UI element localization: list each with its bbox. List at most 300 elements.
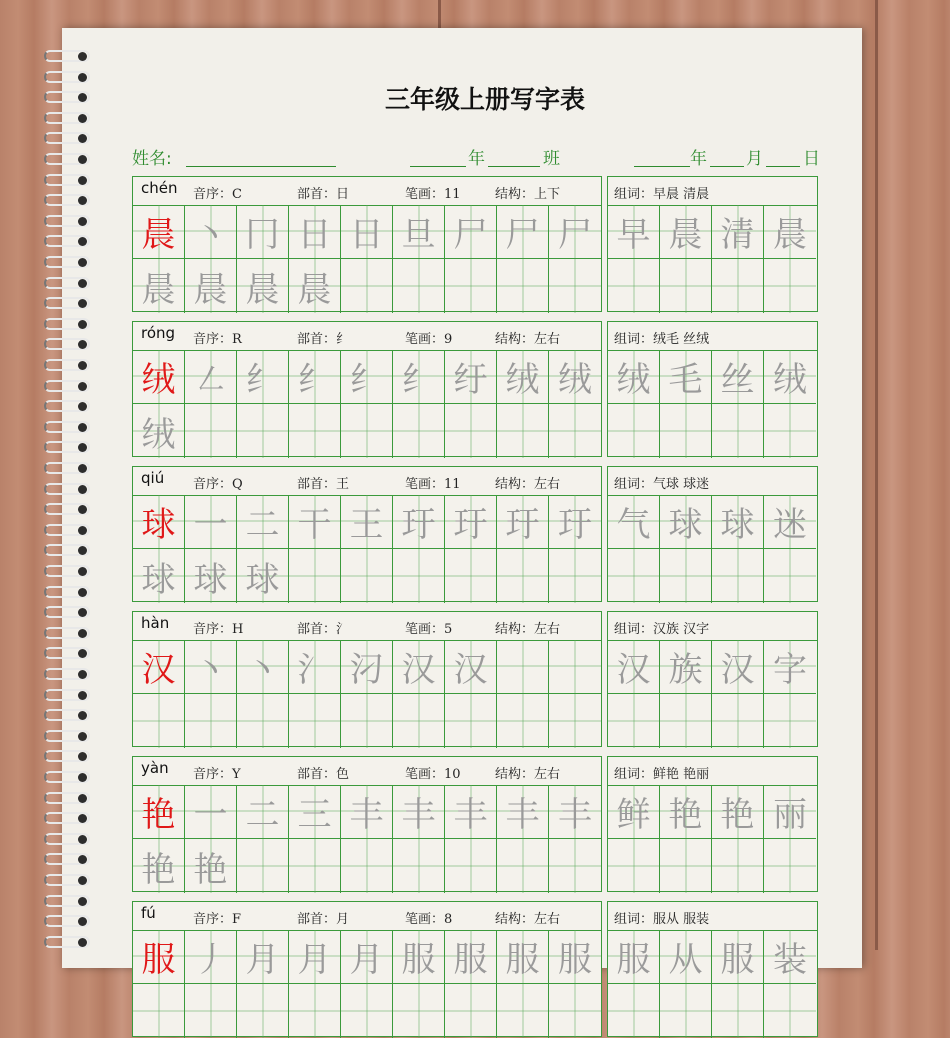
- word-cell[interactable]: [712, 404, 764, 458]
- binding-hole: [78, 279, 87, 288]
- writing-cell[interactable]: [237, 930, 289, 984]
- stroke-order-character: 纟: [349, 360, 384, 400]
- stroke-order-character: 王: [349, 505, 384, 545]
- practice-grid: [132, 466, 602, 602]
- word-cell[interactable]: [764, 984, 816, 1038]
- writing-cell[interactable]: [393, 495, 445, 549]
- zuci-label: 组词：汉族 汉字: [614, 622, 710, 637]
- word-cell[interactable]: [764, 694, 816, 748]
- grade-blank[interactable]: [410, 166, 466, 167]
- binding-hole: [78, 217, 87, 226]
- writing-cell[interactable]: [237, 984, 289, 1038]
- writing-cell[interactable]: [445, 930, 497, 984]
- word-character: 丽: [773, 795, 807, 835]
- word-cell[interactable]: [608, 930, 660, 984]
- writing-cell[interactable]: [445, 984, 497, 1038]
- meta-jiegou: 结构：左右: [495, 477, 561, 492]
- writing-cell[interactable]: [341, 785, 393, 839]
- word-cell[interactable]: [660, 495, 712, 549]
- stroke-order-character: 一: [193, 505, 228, 545]
- grade-label: 年: [468, 149, 485, 169]
- binding-hole: [78, 670, 87, 679]
- target-character: 服: [141, 940, 176, 980]
- word-cell[interactable]: [712, 640, 764, 694]
- writing-cell[interactable]: [393, 785, 445, 839]
- writing-cell[interactable]: [549, 205, 601, 259]
- word-cell[interactable]: [712, 694, 764, 748]
- stroke-order-character: 丰: [505, 795, 540, 835]
- practice-grid: [132, 176, 602, 312]
- writing-cell[interactable]: [341, 839, 393, 893]
- entry-header: [133, 902, 601, 931]
- word-character: 早: [616, 215, 651, 255]
- writing-cell[interactable]: [497, 839, 549, 893]
- class-blank[interactable]: [488, 166, 540, 167]
- writing-cell[interactable]: [185, 495, 237, 549]
- word-cell[interactable]: [712, 205, 764, 259]
- word-cell[interactable]: [764, 930, 816, 984]
- word-cell[interactable]: [712, 549, 764, 603]
- meta-bushou: 部首：月: [297, 912, 350, 927]
- word-character: 毛: [668, 360, 703, 400]
- writing-cell[interactable]: [133, 495, 185, 549]
- meta-bihua: 笔画：11: [405, 187, 461, 202]
- word-grid: [607, 466, 818, 602]
- writing-cell[interactable]: [393, 694, 445, 748]
- word-cell[interactable]: [764, 549, 816, 603]
- writing-cell[interactable]: [341, 984, 393, 1038]
- meta-bihua: 笔画：9: [405, 332, 453, 347]
- word-cell[interactable]: [608, 549, 660, 603]
- stroke-order-character: 纟: [245, 360, 280, 400]
- meta-bushou: 部首：王: [297, 477, 350, 492]
- writing-cell[interactable]: [497, 404, 549, 458]
- writing-cell[interactable]: [549, 839, 601, 893]
- binding-hole: [78, 794, 87, 803]
- writing-cell[interactable]: [393, 984, 445, 1038]
- writing-cell[interactable]: [133, 640, 185, 694]
- writing-cell[interactable]: [445, 495, 497, 549]
- writing-cell[interactable]: [237, 549, 289, 603]
- binding-hole: [78, 485, 87, 494]
- stroke-order-character: 玗: [505, 505, 540, 545]
- stroke-order-character: 玗: [558, 505, 592, 545]
- word-cell[interactable]: [712, 350, 764, 404]
- stroke-order-character: 服: [558, 940, 592, 980]
- word-character: 鲜: [616, 795, 651, 835]
- writing-cell[interactable]: [237, 694, 289, 748]
- word-character: 服: [720, 940, 755, 980]
- stroke-order-character: 汉: [453, 650, 488, 690]
- day-blank[interactable]: [766, 166, 800, 167]
- writing-cell[interactable]: [185, 350, 237, 404]
- writing-cell[interactable]: [133, 549, 185, 603]
- writing-cell[interactable]: [445, 350, 497, 404]
- word-character: 绒: [616, 360, 651, 400]
- word-cell[interactable]: [608, 350, 660, 404]
- word-character: 球: [668, 505, 703, 545]
- entry-header: [133, 612, 601, 641]
- wood-seam: [875, 0, 878, 950]
- writing-cell[interactable]: [185, 205, 237, 259]
- binding-hole: [78, 361, 87, 370]
- word-cell[interactable]: [660, 205, 712, 259]
- meta-yinxu: 音序：Y: [193, 767, 241, 782]
- character-entry: [132, 466, 818, 602]
- meta-yinxu: 音序：F: [193, 912, 242, 927]
- writing-cell[interactable]: [185, 640, 237, 694]
- word-cell[interactable]: [608, 839, 660, 893]
- writing-cell[interactable]: [549, 549, 601, 603]
- word-cell[interactable]: [764, 640, 816, 694]
- meta-bushou: 部首：氵: [297, 622, 350, 637]
- writing-cell[interactable]: [185, 785, 237, 839]
- writing-cell[interactable]: [393, 259, 445, 313]
- writing-cell[interactable]: [549, 785, 601, 839]
- stroke-order-character: 干: [297, 505, 332, 545]
- writing-cell[interactable]: [393, 205, 445, 259]
- word-cell[interactable]: [712, 984, 764, 1038]
- word-grid: [607, 176, 818, 312]
- writing-cell[interactable]: [393, 640, 445, 694]
- word-cell[interactable]: [608, 495, 660, 549]
- word-grid: [607, 611, 818, 747]
- writing-cell[interactable]: [445, 404, 497, 458]
- writing-cell[interactable]: [237, 839, 289, 893]
- writing-cell[interactable]: [289, 350, 341, 404]
- binding-hole: [78, 258, 87, 267]
- writing-cell[interactable]: [133, 259, 185, 313]
- word-grid: [607, 756, 818, 892]
- writing-cell[interactable]: [133, 404, 185, 458]
- writing-cell[interactable]: [237, 640, 289, 694]
- writing-cell[interactable]: [445, 694, 497, 748]
- stroke-order-character: 丰: [349, 795, 384, 835]
- writing-cell[interactable]: [237, 205, 289, 259]
- zuci-label: 组词：气球 球迷: [614, 477, 710, 492]
- writing-cell[interactable]: [237, 495, 289, 549]
- meta-yinxu: 音序：H: [193, 622, 244, 637]
- writing-cell[interactable]: [549, 495, 601, 549]
- writing-cell[interactable]: [289, 205, 341, 259]
- stroke-order-character: 丰: [558, 795, 592, 835]
- word-cell[interactable]: [660, 785, 712, 839]
- stroke-order-character: 服: [505, 940, 540, 980]
- writing-cell[interactable]: [289, 549, 341, 603]
- word-cell[interactable]: [764, 205, 816, 259]
- writing-cell[interactable]: [237, 259, 289, 313]
- writing-cell[interactable]: [237, 785, 289, 839]
- word-cell[interactable]: [660, 549, 712, 603]
- word-cell[interactable]: [660, 259, 712, 313]
- stroke-order-character: 氵: [297, 650, 332, 690]
- class-label: 班: [543, 149, 560, 169]
- entry-header: [133, 757, 601, 786]
- writing-cell[interactable]: [393, 839, 445, 893]
- stroke-order-character: 服: [453, 940, 488, 980]
- pinyin: chén: [141, 179, 178, 197]
- writing-cell[interactable]: [185, 404, 237, 458]
- binding-hole: [78, 938, 87, 947]
- writing-cell[interactable]: [341, 350, 393, 404]
- word-character: 汉: [616, 650, 651, 690]
- binding-hole: [78, 155, 87, 164]
- writing-cell[interactable]: [393, 549, 445, 603]
- writing-cell[interactable]: [549, 930, 601, 984]
- stroke-order-character: 尸: [453, 215, 488, 255]
- word-character: 字: [773, 650, 807, 690]
- writing-cell[interactable]: [341, 259, 393, 313]
- writing-cell[interactable]: [497, 205, 549, 259]
- word-cell[interactable]: [764, 785, 816, 839]
- stroke-order-character: 旦: [401, 215, 436, 255]
- binding-hole: [78, 526, 87, 535]
- stroke-order-character: 绒: [505, 360, 540, 400]
- stroke-order-character: 一: [193, 795, 228, 835]
- meta-bihua: 笔画：5: [405, 622, 453, 637]
- writing-cell[interactable]: [185, 259, 237, 313]
- word-cell[interactable]: [764, 350, 816, 404]
- stroke-order-character: 月: [297, 940, 332, 980]
- writing-cell[interactable]: [341, 404, 393, 458]
- stroke-order-character: 球: [245, 559, 280, 600]
- word-header: [608, 902, 817, 931]
- writing-cell[interactable]: [341, 495, 393, 549]
- writing-cell[interactable]: [497, 694, 549, 748]
- writing-cell[interactable]: [133, 350, 185, 404]
- word-cell[interactable]: [660, 930, 712, 984]
- word-cell[interactable]: [712, 785, 764, 839]
- writing-cell[interactable]: [237, 404, 289, 458]
- meta-yinxu: 音序：Q: [193, 477, 243, 492]
- stroke-order-character: 汈: [349, 650, 384, 690]
- binding-hole: [78, 835, 87, 844]
- writing-cell[interactable]: [549, 259, 601, 313]
- writing-cell[interactable]: [289, 259, 341, 313]
- word-cell[interactable]: [660, 640, 712, 694]
- word-cell[interactable]: [608, 404, 660, 458]
- writing-cell[interactable]: [445, 549, 497, 603]
- stroke-order-character: 尸: [558, 215, 592, 255]
- binding-hole: [78, 464, 87, 473]
- binding-hole: [78, 382, 87, 391]
- writing-cell[interactable]: [497, 785, 549, 839]
- word-character: 汉: [720, 650, 755, 690]
- writing-cell[interactable]: [549, 694, 601, 748]
- meta-jiegou: 结构：上下: [495, 187, 561, 202]
- year-blank[interactable]: [634, 166, 690, 167]
- stroke-order-character: 丶: [245, 650, 280, 690]
- word-header: [608, 177, 817, 206]
- word-cell[interactable]: [660, 984, 712, 1038]
- stroke-order-character: 日: [349, 215, 384, 255]
- writing-cell[interactable]: [497, 930, 549, 984]
- word-cell[interactable]: [712, 839, 764, 893]
- word-grid: [607, 321, 818, 457]
- word-cell[interactable]: [608, 640, 660, 694]
- writing-cell[interactable]: [289, 984, 341, 1038]
- writing-cell[interactable]: [185, 694, 237, 748]
- pinyin: yàn: [141, 759, 169, 777]
- stroke-order-character: 二: [245, 505, 280, 545]
- writing-cell[interactable]: [289, 839, 341, 893]
- binding-hole: [78, 320, 87, 329]
- entry-header: [133, 322, 601, 351]
- word-cell[interactable]: [608, 259, 660, 313]
- writing-cell[interactable]: [289, 495, 341, 549]
- meta-jiegou: 结构：左右: [495, 622, 561, 637]
- word-cell[interactable]: [712, 930, 764, 984]
- writing-cell[interactable]: [497, 640, 549, 694]
- writing-cell[interactable]: [133, 785, 185, 839]
- target-character: 绒: [141, 360, 176, 400]
- stroke-order-character: ㇜: [193, 360, 228, 400]
- page-title: 三年级上册写字表: [384, 85, 585, 114]
- writing-cell[interactable]: [133, 694, 185, 748]
- meta-bihua: 笔画：10: [405, 767, 461, 782]
- writing-cell[interactable]: [341, 205, 393, 259]
- word-character: 装: [773, 940, 807, 980]
- writing-cell[interactable]: [133, 205, 185, 259]
- year-label: 年: [690, 149, 707, 169]
- target-character: 晨: [141, 215, 176, 255]
- writing-cell[interactable]: [445, 640, 497, 694]
- word-header: [608, 467, 817, 496]
- word-cell[interactable]: [608, 205, 660, 259]
- word-character: 气: [616, 505, 651, 545]
- stroke-order-character: 丰: [453, 795, 488, 835]
- writing-cell[interactable]: [185, 930, 237, 984]
- word-character: 服: [616, 940, 651, 980]
- word-cell[interactable]: [660, 839, 712, 893]
- word-cell[interactable]: [608, 984, 660, 1038]
- writing-cell[interactable]: [185, 549, 237, 603]
- word-character: 绒: [773, 360, 807, 400]
- stroke-order-character: 月: [349, 940, 384, 980]
- meta-bihua: 笔画：8: [405, 912, 453, 927]
- writing-cell[interactable]: [497, 259, 549, 313]
- writing-cell[interactable]: [289, 404, 341, 458]
- writing-cell[interactable]: [289, 694, 341, 748]
- meta-bihua: 笔画：11: [405, 477, 461, 492]
- writing-cell[interactable]: [133, 930, 185, 984]
- writing-cell[interactable]: [445, 205, 497, 259]
- writing-cell[interactable]: [549, 984, 601, 1038]
- name-label: 姓名:: [132, 149, 172, 169]
- writing-cell[interactable]: [237, 350, 289, 404]
- writing-cell[interactable]: [341, 640, 393, 694]
- month-label: 月: [746, 149, 763, 169]
- word-cell[interactable]: [660, 694, 712, 748]
- writing-cell[interactable]: [445, 785, 497, 839]
- writing-cell[interactable]: [497, 350, 549, 404]
- binding-hole: [78, 629, 87, 638]
- writing-cell[interactable]: [497, 984, 549, 1038]
- word-cell[interactable]: [764, 839, 816, 893]
- meta-yinxu: 音序：C: [193, 187, 242, 202]
- character-entry: [132, 176, 818, 312]
- writing-cell[interactable]: [185, 984, 237, 1038]
- word-cell[interactable]: [660, 404, 712, 458]
- writing-cell[interactable]: [341, 549, 393, 603]
- word-cell[interactable]: [608, 785, 660, 839]
- name-blank[interactable]: [186, 166, 336, 167]
- practice-grid: [132, 756, 602, 892]
- word-character: 晨: [773, 215, 807, 255]
- stroke-order-character: 玗: [453, 505, 488, 545]
- stroke-order-character: 晨: [141, 269, 176, 310]
- writing-cell[interactable]: [133, 839, 185, 893]
- writing-cell[interactable]: [289, 785, 341, 839]
- writing-cell[interactable]: [497, 549, 549, 603]
- entry-header: [133, 177, 601, 206]
- writing-cell[interactable]: [185, 839, 237, 893]
- binding-hole: [78, 691, 87, 700]
- zuci-label: 组词：早晨 清晨: [614, 187, 710, 202]
- writing-cell[interactable]: [133, 984, 185, 1038]
- writing-cell[interactable]: [549, 640, 601, 694]
- character-entry: [132, 756, 818, 892]
- binding-hole: [78, 897, 87, 906]
- binding-hole: [78, 732, 87, 741]
- stroke-order-character: 绒: [558, 360, 592, 400]
- word-cell[interactable]: [764, 259, 816, 313]
- writing-cell[interactable]: [393, 404, 445, 458]
- practice-grid: [132, 321, 602, 457]
- word-character: 从: [668, 940, 703, 980]
- meta-jiegou: 结构：左右: [495, 912, 561, 927]
- word-header: [608, 322, 817, 351]
- meta-yinxu: 音序：R: [193, 332, 242, 347]
- stroke-order-character: 二: [245, 795, 280, 835]
- word-cell[interactable]: [660, 350, 712, 404]
- word-cell[interactable]: [712, 495, 764, 549]
- word-cell[interactable]: [608, 694, 660, 748]
- stroke-order-character: 尸: [505, 215, 540, 255]
- target-character: 汉: [141, 650, 176, 690]
- binding-hole: [78, 176, 87, 185]
- writing-cell[interactable]: [549, 350, 601, 404]
- word-cell[interactable]: [712, 259, 764, 313]
- writing-cell[interactable]: [341, 694, 393, 748]
- character-entry: [132, 901, 818, 1037]
- writing-cell[interactable]: [289, 930, 341, 984]
- stroke-order-character: 球: [141, 559, 176, 600]
- stroke-order-character: 丶: [193, 650, 228, 690]
- spiral-binding: [44, 50, 92, 950]
- stroke-order-character: 艳: [141, 849, 176, 890]
- writing-cell[interactable]: [445, 839, 497, 893]
- writing-cell[interactable]: [341, 930, 393, 984]
- writing-cell[interactable]: [393, 930, 445, 984]
- month-blank[interactable]: [710, 166, 744, 167]
- target-character: 艳: [141, 795, 176, 835]
- pinyin: hàn: [141, 614, 170, 632]
- writing-cell[interactable]: [393, 350, 445, 404]
- word-header: [608, 757, 817, 786]
- stroke-order-character: 服: [401, 940, 436, 980]
- stroke-order-character: 日: [297, 215, 332, 255]
- word-cell[interactable]: [764, 404, 816, 458]
- writing-cell[interactable]: [289, 640, 341, 694]
- stroke-order-character: 冂: [245, 215, 280, 255]
- writing-cell[interactable]: [549, 404, 601, 458]
- practice-grid: [132, 611, 602, 747]
- writing-cell[interactable]: [445, 259, 497, 313]
- stroke-order-character: 艳: [193, 849, 228, 890]
- word-cell[interactable]: [764, 495, 816, 549]
- writing-cell[interactable]: [497, 495, 549, 549]
